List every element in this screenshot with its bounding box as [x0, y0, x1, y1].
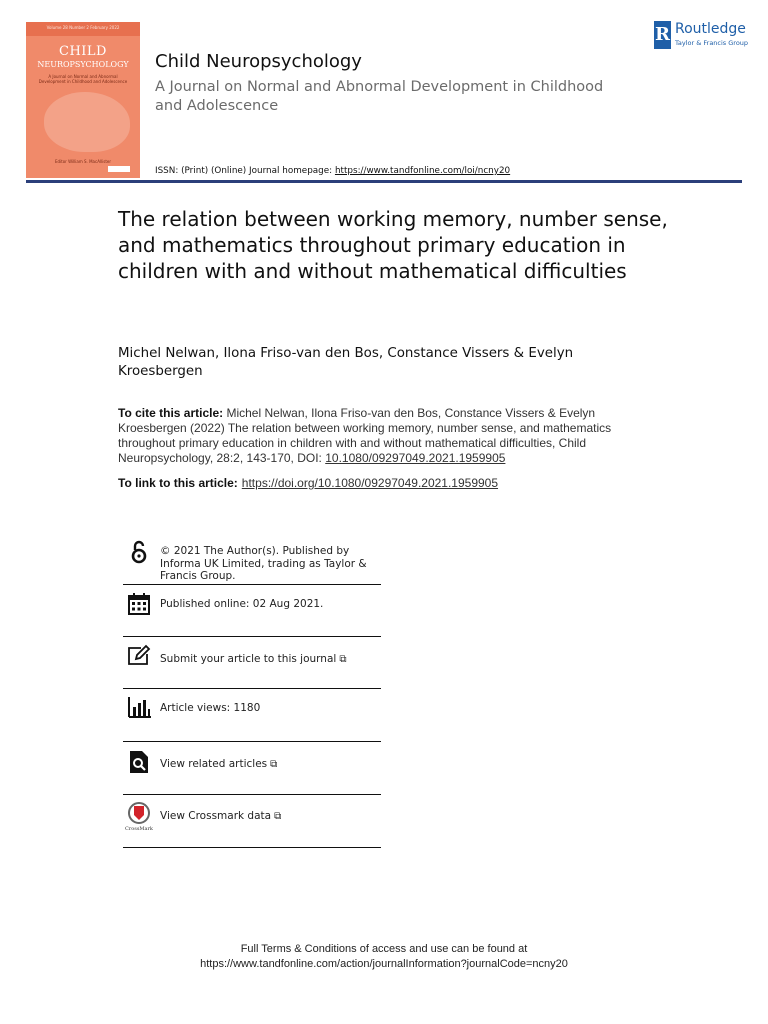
- issn-prefix: ISSN: (Print) (Online) Journal homepage:: [155, 166, 335, 176]
- submit-item[interactable]: [123, 640, 381, 688]
- journal-cover: [26, 22, 140, 178]
- divider: [123, 584, 381, 585]
- open-access-item: [123, 538, 381, 584]
- bar-chart-icon: [127, 695, 151, 719]
- views-text: Article views: 1180: [160, 702, 261, 714]
- divider: [123, 794, 381, 795]
- external-link-icon: ⧉: [274, 811, 282, 822]
- crossmark-text[interactable]: [160, 810, 385, 824]
- divider: [123, 688, 381, 689]
- header-divider: [26, 180, 742, 183]
- journal-subtitle: A Journal on Normal and Abnormal Development in Childhood and Adolescence: [155, 79, 604, 114]
- published-text: Published online: 02 Aug 2021.: [160, 598, 324, 610]
- publisher-name: Routledge: [675, 21, 746, 37]
- publisher-tagline: Taylor & Francis Group: [675, 39, 749, 47]
- terms-line: Full Terms & Conditions of access and use can be found at: [240, 943, 528, 955]
- divider: [123, 847, 381, 848]
- crossmark-label: View Crossmark data: [160, 810, 272, 822]
- crossmark-icon: [125, 801, 153, 831]
- external-link-icon: ⧉: [270, 759, 278, 770]
- terms-url[interactable]: https://www.tandfonline.com/action/journalInformation?journalCode=ncny20: [200, 958, 568, 970]
- citation-block: [118, 406, 638, 466]
- cover-subtitle: A Journal on Normal and Abnormal Development in Childhood and Adolescence: [38, 74, 128, 84]
- external-link-icon: ⧉: [339, 654, 347, 665]
- routledge-logo: [654, 21, 764, 51]
- calendar-icon: [127, 592, 151, 616]
- article-link-line: [118, 476, 638, 490]
- submit-text[interactable]: [160, 653, 385, 667]
- submit-label: Submit your article to this journal: [160, 653, 337, 665]
- link-label: To link to this article:: [118, 476, 238, 490]
- open-access-text: © 2021 The Author(s). Published by Informa UK Limited, trading as Taylor & Francis Group.: [160, 545, 367, 582]
- article-authors: Michel Nelwan, Ilona Friso-van den Bos, Constance Vissers & Evelyn Kroesbergen: [118, 346, 574, 379]
- cite-label: To cite this article:: [118, 406, 224, 420]
- cover-title-1: CHILD: [59, 44, 107, 59]
- crossmark-item[interactable]: [123, 798, 381, 847]
- related-item[interactable]: [123, 745, 381, 794]
- divider: [123, 636, 381, 637]
- divider: [123, 741, 381, 742]
- article-title: The relation between working memory, number sense, and mathematics throughout primary education in children with and without mathematical difficulties: [118, 207, 668, 283]
- doi-link[interactable]: 10.1080/09297049.2021.1959905: [325, 451, 506, 465]
- journal-title: Child Neuropsychology: [155, 51, 362, 72]
- edit-icon: [127, 644, 151, 668]
- search-document-icon: [127, 750, 151, 774]
- article-doi-url[interactable]: https://doi.org/10.1080/09297049.2021.1959905: [241, 476, 499, 490]
- views-item: [123, 692, 381, 741]
- routledge-mark-icon: R: [654, 21, 671, 49]
- crossmark-caption: CrossMark: [125, 826, 153, 831]
- cover-volume: Volume 28 Number 2 February 2022: [46, 25, 120, 30]
- related-label: View related articles: [160, 758, 268, 770]
- journal-homepage-link[interactable]: https://www.tandfonline.com/loi/ncny20: [334, 166, 511, 176]
- related-text[interactable]: [160, 758, 385, 772]
- cover-title-2: NEUROPSYCHOLOGY: [37, 60, 129, 69]
- cover-brain-image: [44, 92, 130, 152]
- published-item: [123, 588, 381, 636]
- issn-line: [155, 166, 510, 176]
- terms-footer: [0, 942, 768, 972]
- cover-publisher-logo: [108, 166, 130, 172]
- cite-text: Michel Nelwan, Ilona Friso-van den Bos, Constance Vissers & Evelyn Kroesbergen (2022) The relation between working memory, number sense, and mathematics throughout primary education in children with and without mathematical difficulties, Child Neuropsychology, 28:2, 143-170, DOI:: [118, 406, 612, 465]
- open-access-icon: [127, 540, 151, 564]
- cover-editor: Editor William S. MacAllister: [54, 159, 112, 164]
